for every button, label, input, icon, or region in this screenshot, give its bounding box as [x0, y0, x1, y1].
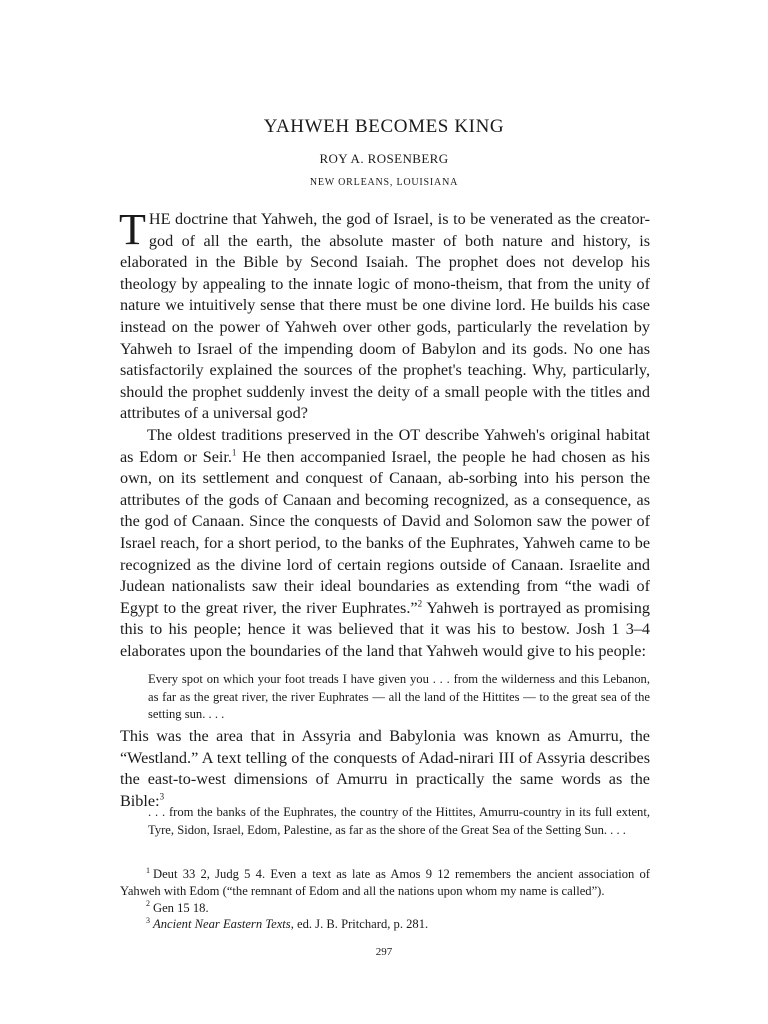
footnote-text: , ed. J. B. Pritchard, p. 281.: [290, 917, 429, 932]
footnote-mark: 2: [146, 899, 150, 909]
block-quote-joshua: Every spot on which your foot treads I have given you . . . from the wilderness and this Lebanon, as far as the great river, the river Euphrates — all the land of the Hittites — to the great sea of the setting sun. . . .: [148, 672, 650, 721]
paragraph-2-text-c: Yahweh is portrayed as promising this to his people; hence it was believed that it was his to bestow. Josh 1 3–4 elaborates upon the boundaries of the land that Yahweh would give to his people:: [120, 598, 650, 660]
footnote-1: [120, 866, 650, 900]
paragraph-2-text-a: The oldest traditions preserved in the OT describe Yahweh's original habitat as Edom or Seir.: [120, 425, 650, 466]
article-title: YAHWEH BECOMES KING: [263, 116, 505, 137]
footnote-2: [120, 900, 650, 917]
footnote-text: Gen 15 18.: [153, 900, 209, 915]
body-paragraphs: [119, 205, 650, 662]
page-number: 297: [375, 946, 393, 958]
paragraph-2: [120, 425, 650, 663]
paragraph-2-text-b: He then accompanied Israel, the people he had chosen as his own, on its settlement and conquest of Canaan, ab-sorbing into his person the attributes of the gods of Canaan and becoming recognized, as a consequence, as the god of Canaan. Since the conquests of David and Solomon saw the power of Israel reach, for a short period, to the banks of the Euphrates, Yahweh came to be recognized as the divine lord of certain regions outside of Canaan. Israelite and Judean nationalists saw their ideal boundaries as extending from “the wadi of Egypt to the great river, the river Euphrates.”: [120, 447, 650, 617]
footnote-ref-2[interactable]: 2: [417, 598, 423, 609]
paragraph-3: [120, 726, 650, 812]
footnote-mark: 3: [146, 916, 150, 926]
footnote-text: Deut 33 2, Judg 5 4. Even a text as late as Amos 9 12 remembers the ancient association of Yahweh with Edom (“the remnant of Edom and all the nations upon whom my name is called”).: [120, 867, 650, 898]
footnote-citation-title: Ancient Near Eastern Texts: [153, 917, 291, 932]
footnote-ref-1[interactable]: 1: [231, 447, 237, 458]
footnotes: [120, 866, 650, 933]
author-name: ROY A. ROSENBERG: [319, 151, 449, 166]
paragraph-3-text: This was the area that in Assyria and Babylonia was known as Amurru, the “Westland.” A text telling of the conquests of Adad-nirari III of Assyria describes the east-to-west dimensions of Amurru in practically the same words as the Bible:: [120, 727, 650, 810]
paragraph-1: [119, 205, 650, 425]
paragraph-1-text: HE doctrine that Yahweh, the god of Israel, is to be venerated as the creator-god of all the earth, the absolute master of both nature and history, is elaborated in the Bible by Second Isaiah. The prophet does not develop his theology by appealing to the innate logic of mono-theism, that from the unity of nature we intuitively sense that there must be one divine lord. He builds his case instead on the power of Yahweh over other gods, particularly the revelation by Yahweh to Israel of the impending doom of Babylon and its gods. No one has satisfactorily explained the sources of the prophet's teaching. Why, particularly, should the prophet suddenly invest the deity of a small people with the titles and attributes of a universal god?: [120, 210, 650, 423]
author-affiliation: NEW ORLEANS, LOUISIANA: [309, 177, 459, 188]
footnote-3: [120, 916, 650, 933]
footnote-ref-3[interactable]: 3: [159, 791, 165, 802]
block-quote-adad-nirari: . . . from the banks of the Euphrates, the country of the Hittites, Amurru-country in its full extent, Tyre, Sidon, Israel, Edom, Palestine, as far as the shore of the Great Sea of the Setting Sun. . . .: [148, 805, 650, 837]
footnote-mark: 1: [146, 865, 150, 875]
drop-cap: T: [119, 205, 146, 254]
